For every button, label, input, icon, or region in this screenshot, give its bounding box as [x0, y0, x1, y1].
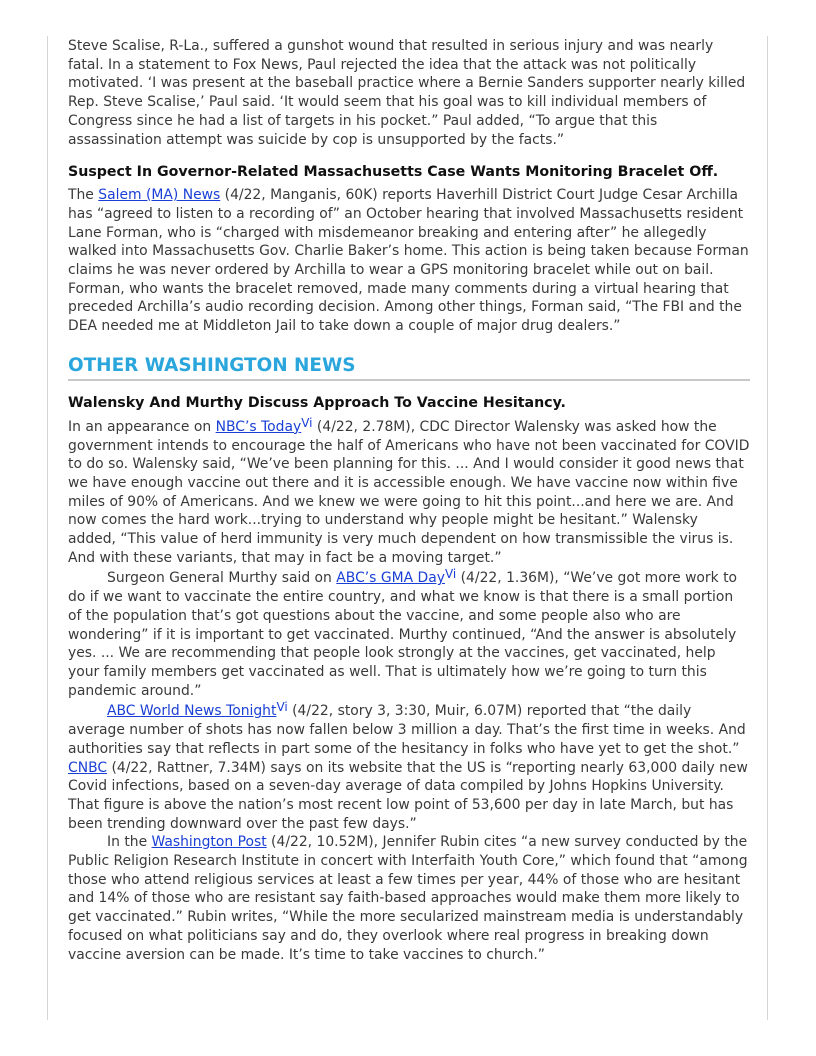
story-paragraph-abc-world-news	[68, 702, 750, 833]
text-span: (4/22, Manganis, 60K) reports Haverhill District Court Judge Cesar Archilla has “agreed to listen to a recording of” an October hearing that involved Massachusetts resident Lane Forman, who is “charged with misdemeanor breaking and entering after” he allegedly walked into Massachusetts Gov. Charlie Baker’s home. This action is being taken because Forman claims he was never ordered by Archilla to wear a GPS monitoring bracelet while out on bail. Forman, who wants the bracelet removed, made many comments during a virtual hearing that preceded Archilla’s audio recording decision. Among other things, Forman said, “The FBI and the DEA needed me at Middleton Jail to take down a couple of major drug dealers.”	[68, 187, 749, 335]
section-title-other-washington-news: OTHER WASHINGTON NEWS	[68, 355, 750, 381]
story-paragraph-walensky	[68, 415, 750, 568]
left-margin-rule	[47, 36, 48, 1020]
text-span: (4/22, 10.52M), Jennifer Rubin cites “a new survey conducted by the Public Religion Research Institute in concert with Interfaith Youth Core,” which found that “among those who attend religious services at least a few times per year, 44% of those who are hesitant and 14% of those who are resistant say faith-based approaches would make them more likely to get vaccinated.” Rubin writes, “While the more secularized mainstream media is understandably focused on what politicians say and do, they overlook where real progress in breaking down vaccine aversion can be made. It’s time to take vaccines to church.”	[68, 834, 748, 963]
video-indicator-icon[interactable]: Vi	[301, 415, 313, 430]
text-span: In an appearance on	[68, 418, 216, 435]
text-span: Surgeon General Murthy said on	[107, 570, 337, 587]
link-washington-post[interactable]: Washington Post	[151, 834, 267, 851]
text-span: (4/22, Rattner, 7.34M) says on its website that the US is “reporting nearly 63,000 daily new Covid infections, based on a seven-day average of data compiled by Johns Hopkins University. That figure is above the nation’s most recent low point of 53,600 per day in late March, but has been trending downward over the past few days.”	[68, 759, 748, 832]
story-headline-vaccine-hesitancy: Walensky And Murthy Discuss Approach To Vaccine Hesitancy.	[68, 394, 566, 411]
right-margin-rule	[767, 36, 768, 1020]
link-abc-world-news-tonight[interactable]: ABC World News Tonight	[107, 703, 277, 720]
link-cnbc[interactable]: CNBC	[68, 759, 108, 776]
link-salem-news[interactable]: Salem (MA) News	[98, 187, 221, 204]
story-headline-massachusetts: Suspect In Governor-Related Massachusetts Case Wants Monitoring Bracelet Off.	[68, 164, 719, 181]
video-indicator-icon[interactable]: Vi	[276, 700, 288, 715]
continued-paragraph: Steve Scalise, R-La., suffered a gunshot wound that resulted in serious injury and was nearly fatal. In a statement to Fox News, Paul rejected the idea that the attack was not politically motivated. ‘I was present at the baseball practice where a Bernie Sanders supporter nearly killed Rep. Steve Scalise,’ Paul said. ‘It would seem that his goal was to kill individual members of Congress since he had a list of targets in his pocket.” Paul added, “To argue that this assassination attempt was suicide by cop is unsupported by the facts.”	[68, 38, 746, 148]
story-paragraph-washington-post	[68, 833, 750, 964]
story-paragraph-murthy	[68, 569, 750, 700]
document-body	[68, 37, 750, 964]
text-span: (4/22, story 3, 3:30, Muir, 6.07M) reported that “the daily average number of shots has now fallen below 3 million a day. That’s the first time in weeks. And authorities say that reflects in part some of the hesitancy in folks who have yet to get the shot.”	[68, 703, 746, 757]
link-nbc-today[interactable]: NBC’s Today	[215, 418, 302, 435]
text-span: In the	[107, 834, 152, 851]
video-indicator-icon[interactable]: Vi	[444, 567, 457, 582]
story-paragraph-massachusetts	[68, 186, 750, 336]
link-abc-gma-day[interactable]: ABC’s GMA Day	[336, 570, 445, 587]
text-span: The	[68, 187, 99, 204]
text-span: (4/22, 2.78M), CDC Director Walensky was asked how the government intends to encourage the half of Americans who have not been vaccinated for COVID to do so. Walensky said, “We’ve been planning for this. ... And I would consider it good news that we have enough vaccine out there and it is accessible enough. We have vaccine now within five miles of 90% of Americans. And we knew we were going to hit this point...and here we are. And now comes the hard work...trying to understand why people might be hesitant.” Walensky added, “This value of herd immunity is very much dependent on how transmissible the virus is. And with these variants, that may in fact be a moving target.”	[68, 418, 750, 566]
text-span: (4/22, 1.36M), “We’ve got more work to do if we want to vaccinate the entire country, and what we know is that there is a small portion of the population that’s got questions about the vaccine, and some people also who are wondering” if it is important to get vaccinated. Murthy continued, “And the answer is absolutely yes. ... We are recommending that people look strongly at the vaccines, get vaccinated, help your family members get vaccinated as well. That is ultimately how we’re going to turn this pandemic around.”	[68, 570, 738, 699]
